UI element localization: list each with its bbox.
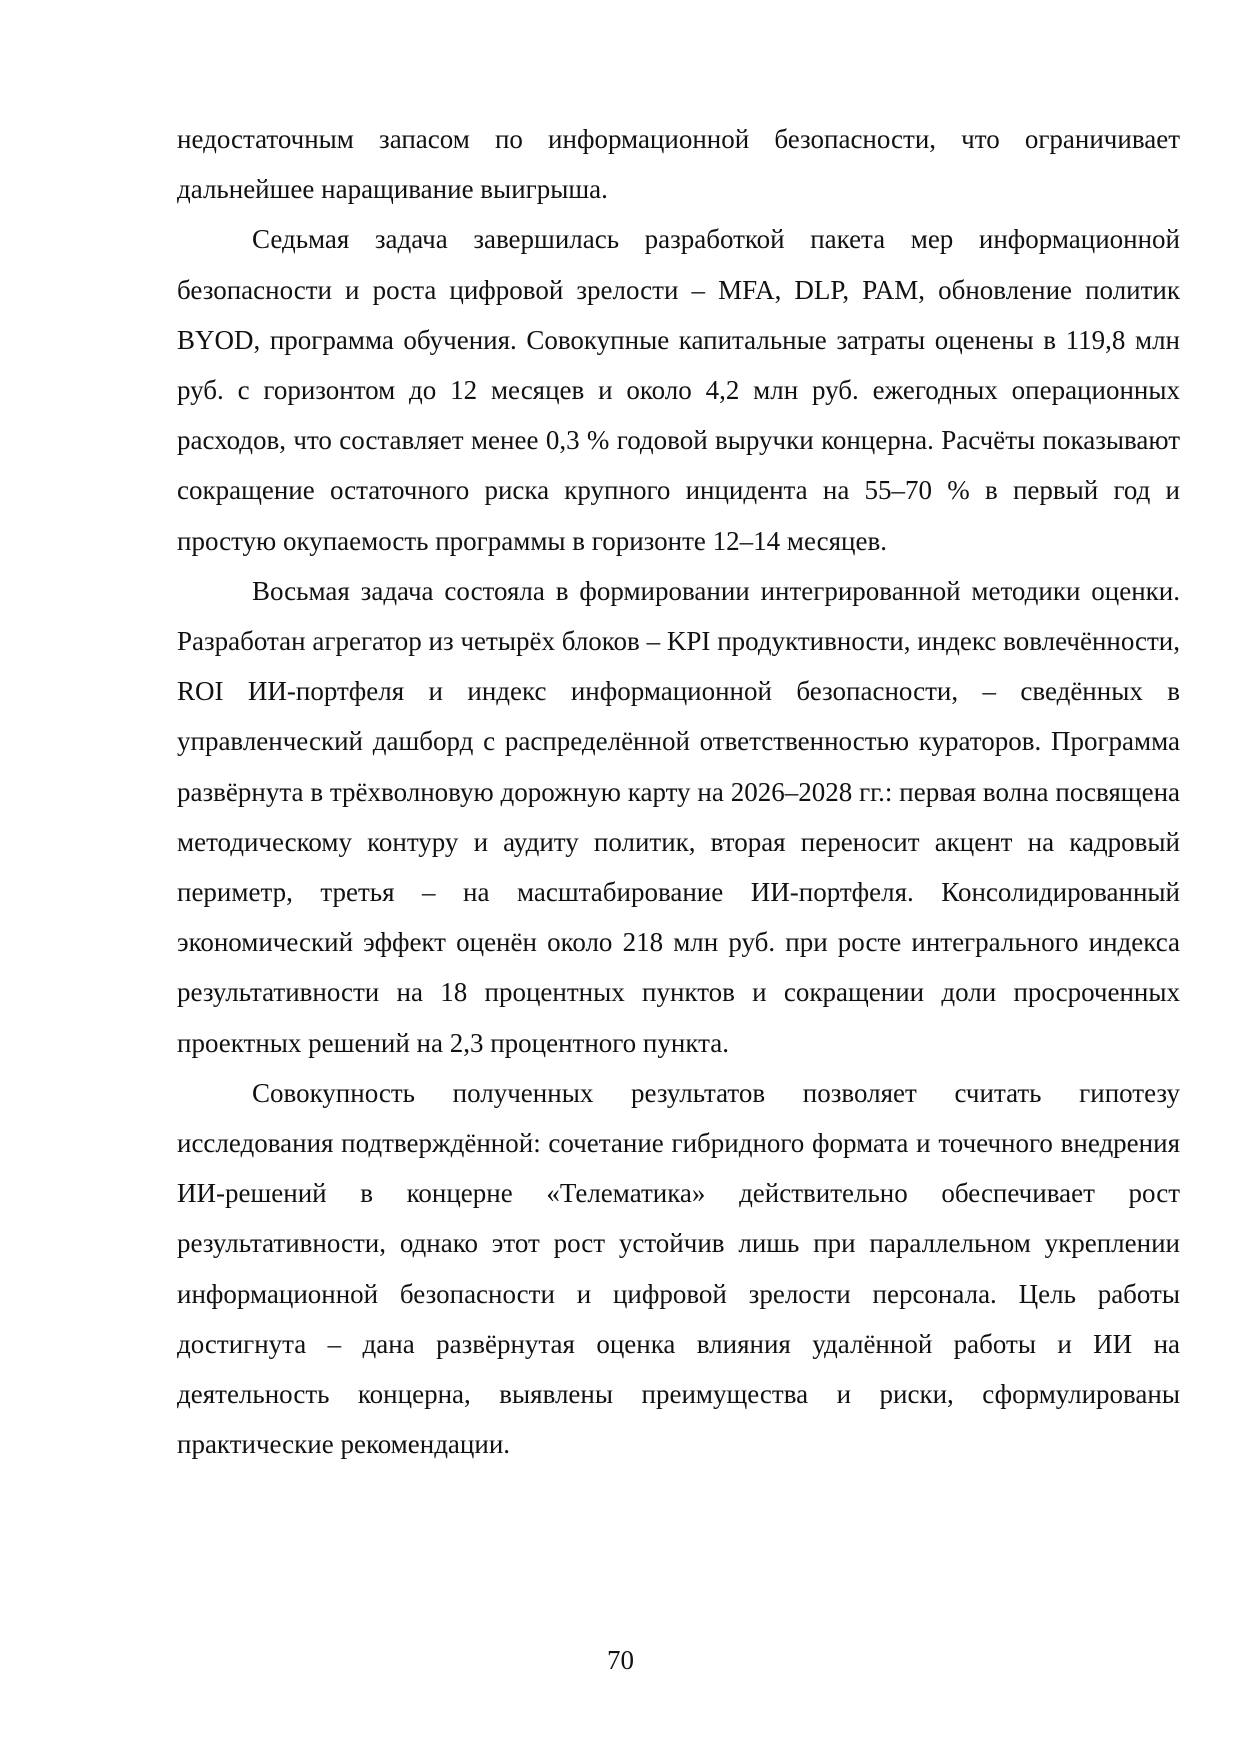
paragraph-continuation: недостаточным запасом по информационной безопасности, что ограничивает дальнейшее наращивание выигрыша. — [177, 124, 1180, 205]
page-number: 70 — [607, 1645, 634, 1675]
paragraph-conclusion: Совокупность полученных результатов позволяет считать гипотезу исследования подтверждённой: сочетание гибридного формата и точечного внедрения ИИ-решений в концерне «Телематика» действительно обеспечивает рост результативности, однако этот рост устойчив лишь при параллельном укреплении информационной безопасности и цифровой зрелости персонала. Цель работы достигнута – дана развёрнутая оценка влияния удалённой работы и ИИ на деятельность концерна, выявлены преимущества и риски, сформулированы практические рекомендации. — [177, 1077, 1180, 1460]
paragraph-seventh-task: Седьмая задача завершилась разработкой пакета мер информационной безопасности и роста цифровой зрелости – MFA, DLP, PAM, обновление политик BYOD, программа обучения. Совокупные капитальные затраты оценены в 119,8 млн руб. с горизонтом до 12 месяцев и около 4,2 млн руб. ежегодных операционных расходов, что составляет менее 0,3 % годовой выручки концерна. Расчёты показывают сокращение остаточного риска крупного инцидента на 55–70 % в первый год и простую окупаемость программы в горизонте 12–14 месяцев. — [177, 224, 1180, 556]
paragraph-eighth-task: Восьмая задача состояла в формировании интегрированной методики оценки. Разработан агрегатор из четырёх блоков – KPI продуктивности, индекс вовлечённости, ROI ИИ-портфеля и индекс информационной безопасности, – сведённых в управленческий дашборд с распределённой ответственностью кураторов. Программа развёрнута в трёхволновую дорожную карту на 2026–2028 гг.: первая волна посвящена методическому контуру и аудиту политик, вторая переносит акцент на кадровый периметр, третья – на масштабирование ИИ-портфеля. Консолидированный экономический эффект оценён около 218 млн руб. при росте интегрального индекса результативности на 18 процентных пунктов и сокращении доли просроченных проектных решений на 2,3 процентного пункта. — [177, 575, 1180, 1058]
body-text — [177, 114, 1180, 1469]
